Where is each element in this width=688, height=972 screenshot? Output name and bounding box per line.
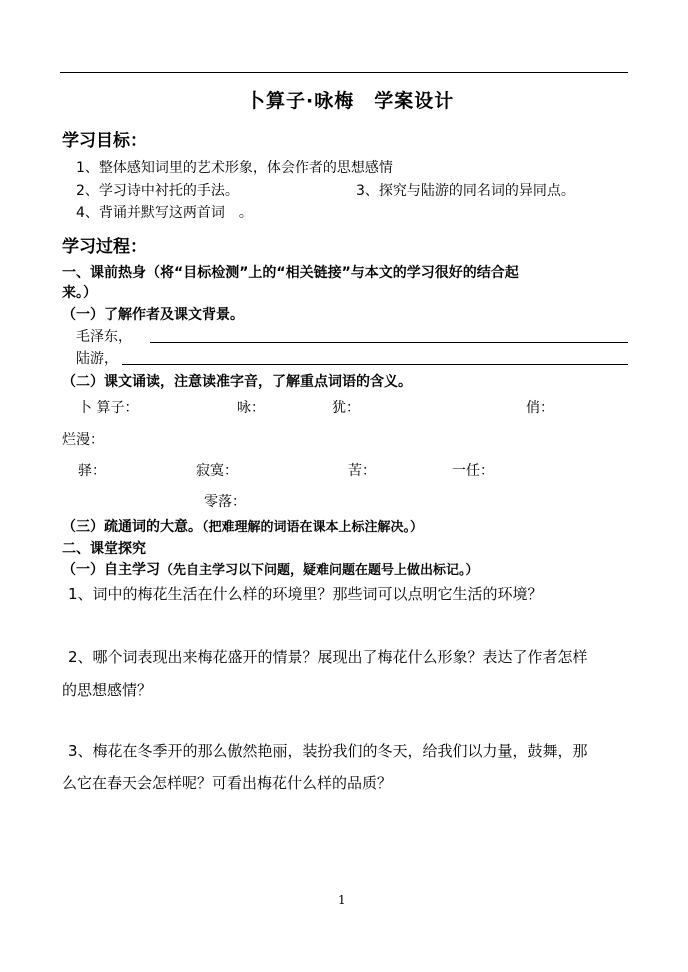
author-mao-blank[interactable] xyxy=(150,342,628,343)
part2-sub1 xyxy=(62,559,479,579)
page-number: 1 xyxy=(338,893,346,907)
word-yiren: 一任： xyxy=(452,463,494,479)
word-lanman: 烂漫： xyxy=(62,432,104,448)
word-ku: 苦： xyxy=(348,463,376,479)
question-3: 3、梅花在冬季开的那么傲然艳丽，装扮我们的冬天，给我们以力量，鼓舞，那 xyxy=(68,742,588,760)
process-heading: 学习过程： xyxy=(62,237,147,257)
word-yong: 咏： xyxy=(237,400,265,416)
sub3-note: （把难理解的词语在课本上标注解决。） xyxy=(202,520,424,535)
objectives-heading: 学习目标： xyxy=(62,131,147,151)
objective-item-1: 1、整体感知词里的艺术形象，体会作者的思想感情 xyxy=(76,160,393,176)
part2-title: 二、课堂探究 xyxy=(62,541,146,557)
part1-title-cont: 来。） xyxy=(62,285,97,301)
question-2-cont: 的思想感情？ xyxy=(62,681,153,699)
part2-sub1-title: （一）自主学习 xyxy=(62,562,160,578)
author-lu-blank[interactable] xyxy=(122,364,628,365)
word-you: 犹： xyxy=(332,400,360,416)
question-2: 2、哪个词表现出来梅花盛开的情景？展现出了梅花什么形象？表达了作者怎样 xyxy=(68,648,588,666)
part1-title: 一、课前热身（将“目标检测”上的“相关链接”与本文的学习很好的结合起 xyxy=(62,265,519,281)
top-rule xyxy=(60,72,628,73)
page-title: 卜算子·咏梅 学案设计 xyxy=(246,90,455,112)
author-lu-label: 陆游， xyxy=(76,351,118,367)
sub3-title-text: （三）疏通词的大意。 xyxy=(62,519,202,535)
sub2-title: （二）课文诵读，注意读准字音，了解重点词语的含义。 xyxy=(62,374,412,390)
part2-sub1-note: （先自主学习以下问题，疑难问题在题号上做出标记。） xyxy=(160,563,479,578)
author-mao-label: 毛泽东， xyxy=(76,329,132,345)
word-jimo: 寂寞： xyxy=(196,463,238,479)
word-busuanzi: 卜 算子： xyxy=(78,400,139,416)
question-1: 1、词中的梅花生活在什么样的环境里？那些词可以点明它生活的环境？ xyxy=(68,585,543,603)
sub1-title: （一）了解作者及课文背景。 xyxy=(62,307,244,323)
objective-item-4: 4、背诵并默写这两首词 。 xyxy=(76,205,253,221)
sub3-title xyxy=(62,516,423,536)
word-lingluo: 零落： xyxy=(204,494,246,510)
question-3-cont: 么它在春天会怎样呢？可看出梅花什么样的品质？ xyxy=(62,774,393,792)
word-yi: 驿： xyxy=(78,463,106,479)
word-qiao: 俏： xyxy=(526,400,554,416)
objective-item-3: 3、探究与陆游的同名词的异同点。 xyxy=(356,183,575,199)
objective-item-2: 2、学习诗中衬托的手法。 xyxy=(76,183,239,199)
